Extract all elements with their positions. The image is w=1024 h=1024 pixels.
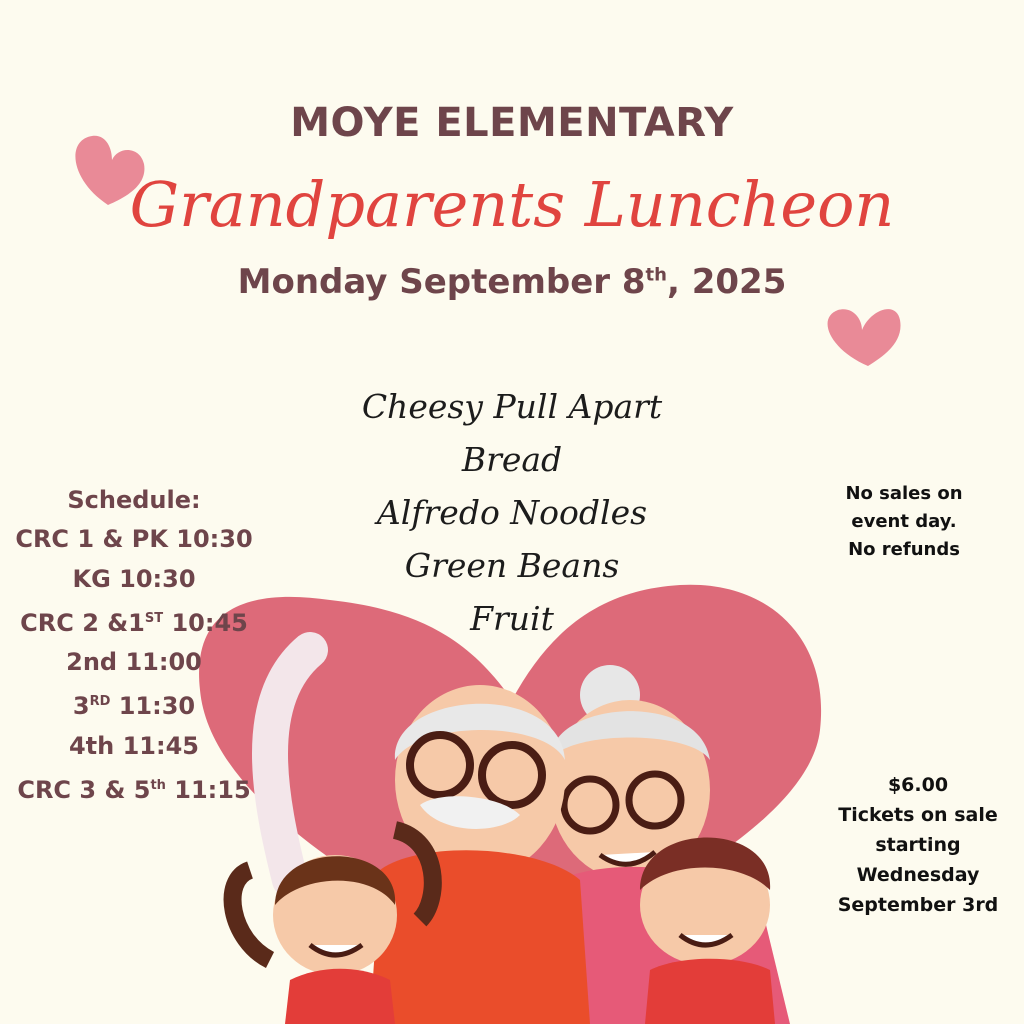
schedule-row: 3RD 11:30 xyxy=(72,692,196,721)
menu-item: Alfredo Noodles xyxy=(376,493,648,532)
menu-item: Cheesy Pull Apart Bread xyxy=(361,387,663,479)
ticket-line: September 3rd xyxy=(837,894,999,916)
schedule-row: 2nd 11:00 xyxy=(66,648,202,677)
schedule-row: CRC 1 & PK 10:30 xyxy=(15,525,253,554)
schedule-row: 4th 11:45 xyxy=(68,731,199,760)
menu-list xyxy=(312,380,712,645)
ticket-line: starting xyxy=(875,834,961,856)
event-title: Grandparents Luncheon xyxy=(129,168,895,241)
policy-line: event day. xyxy=(851,511,957,532)
menu-item: Fruit xyxy=(470,599,554,638)
menu-item: Green Beans xyxy=(404,546,620,585)
date-year: , 2025 xyxy=(666,262,787,302)
schedule-title: Schedule: xyxy=(67,486,201,514)
schedule-row: KG 10:30 xyxy=(72,564,196,593)
event-date xyxy=(0,262,1024,302)
boy-figure xyxy=(640,838,775,1024)
ticket-line: Wednesday xyxy=(856,864,980,886)
schedule-row: CRC 3 & 5th 11:15 xyxy=(17,776,251,805)
policy-line: No refunds xyxy=(848,539,960,560)
schedule-row: CRC 2 &1ST 10:45 xyxy=(20,608,248,637)
schedule xyxy=(0,481,268,810)
date-ordinal: th xyxy=(645,264,667,286)
sales-policy xyxy=(800,480,1008,564)
ticket-price: $6.00 xyxy=(887,774,949,796)
school-name: MOYE ELEMENTARY xyxy=(290,100,734,146)
date-main: Monday September 8 xyxy=(237,262,646,302)
heart-icon xyxy=(828,309,901,366)
ticket-line: Tickets on sale xyxy=(838,804,998,826)
ticket-info xyxy=(810,770,1024,920)
policy-line: No sales on xyxy=(845,483,963,504)
